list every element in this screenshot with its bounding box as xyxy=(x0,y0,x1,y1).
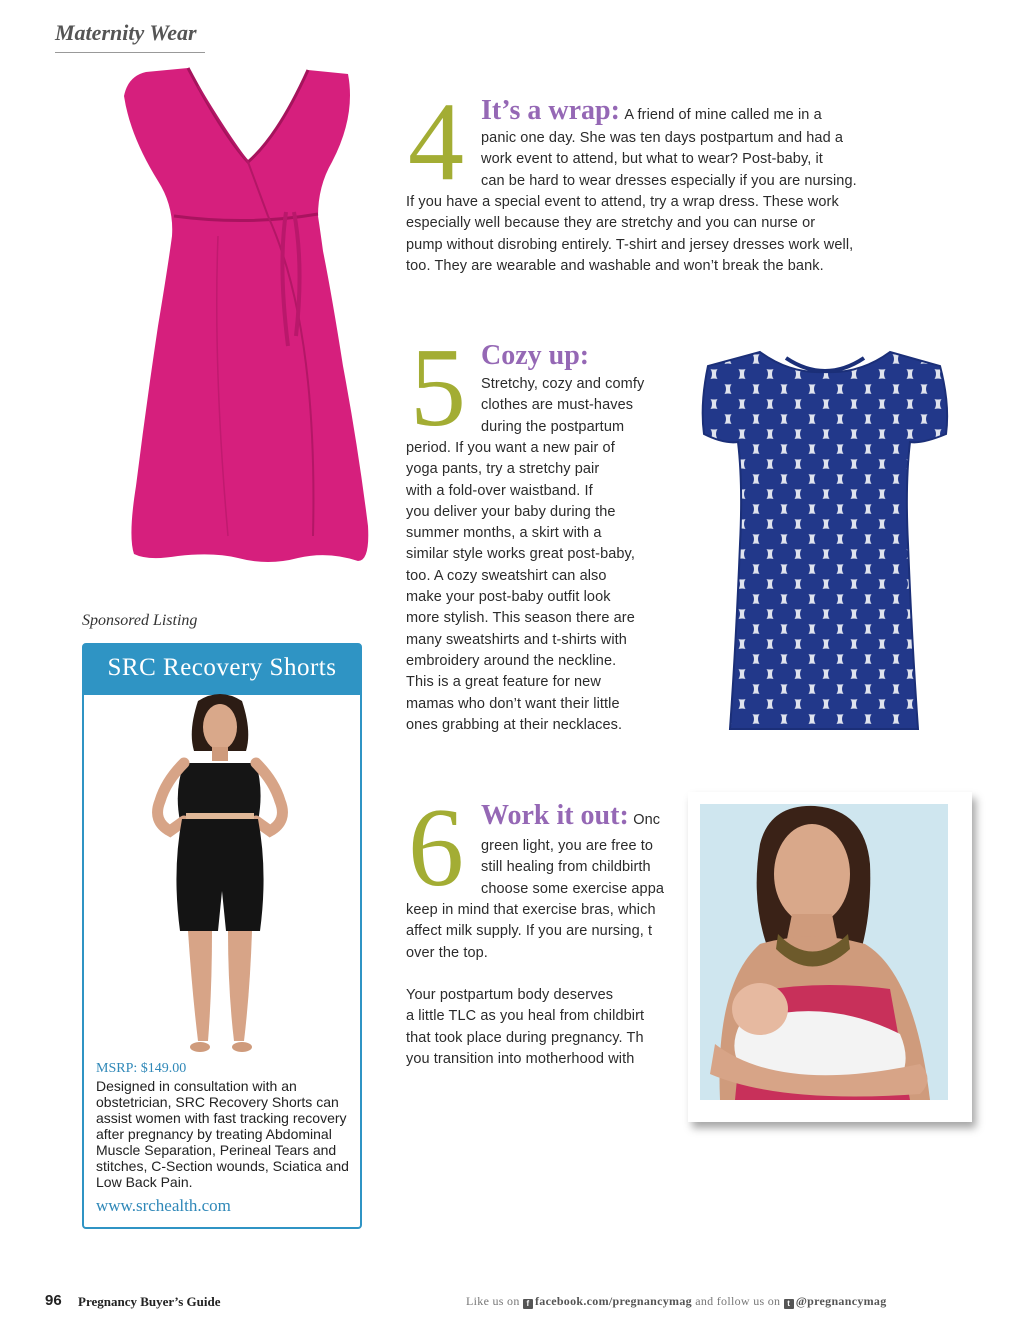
tip-4-lead: A friend of mine called me in a xyxy=(624,107,822,123)
like-text: Like us on xyxy=(466,1294,520,1308)
tip-4-indented-text xyxy=(481,128,857,192)
tip-number-4: 4 xyxy=(408,80,464,204)
text-line: work event to attend, but what to wear? Post-baby, it xyxy=(481,151,823,168)
text-line: embroidery around the neckline. xyxy=(406,652,617,669)
tip-number-5: 5 xyxy=(410,326,466,450)
text-line: mamas who don’t want their little xyxy=(406,695,620,712)
text-line: you deliver your baby during the xyxy=(406,503,616,520)
text-line: Stretchy, cozy and comfy xyxy=(481,376,645,392)
text-line: panic one day. She was ten days postpartum and had a xyxy=(481,130,844,146)
tip-4-first-line xyxy=(481,95,911,127)
tip-5-heading: Cozy up: xyxy=(481,340,590,371)
sponsored-listing-label: Sponsored Listing xyxy=(82,612,198,629)
nursing-mother-photo xyxy=(700,804,948,1100)
facebook-link[interactable]: facebook.com/pregnancymag xyxy=(534,1294,692,1308)
tip-5-indented-text xyxy=(481,374,644,438)
tip-6-body-text xyxy=(406,900,677,964)
tip-6-paragraph-2 xyxy=(406,985,677,1070)
section-title: Maternity Wear xyxy=(55,20,197,45)
text-line: over the top. xyxy=(406,944,488,961)
recovery-shorts-model-image xyxy=(140,691,300,1069)
tip-5-body-text xyxy=(406,438,635,736)
twitter-link[interactable]: @pregnancymag xyxy=(795,1294,887,1308)
text-line: make your post-baby outfit look xyxy=(406,589,611,606)
twitter-icon: t xyxy=(784,1299,794,1309)
publication-name: Pregnancy Buyer’s Guide xyxy=(78,1294,221,1309)
tip-6-first-line xyxy=(481,800,677,832)
text-line: too. They are wearable and washable and won’t break the bank. xyxy=(406,257,824,274)
tip-6-indented-text xyxy=(481,836,677,900)
text-line: This is a great feature for new xyxy=(406,674,601,691)
text-line: especially well because they are stretchy and you can nurse or xyxy=(406,215,816,232)
section-divider xyxy=(55,52,205,53)
text-line: a little TLC as you heal from childbirt xyxy=(406,1008,645,1025)
text-line: clothes are must-haves xyxy=(481,397,634,414)
tip-6-heading: Work it out: xyxy=(481,800,629,831)
text-line: Your postpartum body deserves xyxy=(406,987,614,1003)
text-line: keep in mind that exercise bras, which xyxy=(406,902,656,918)
ad-title: SRC Recovery Shorts xyxy=(84,645,360,695)
social-links xyxy=(466,1294,887,1309)
text-line: you transition into motherhood with xyxy=(406,1050,635,1067)
ad-description: Designed in consultation with an obstetrician, SRC Recovery Shorts can assist women with fast tracking recovery after pregnancy by treating Abdominal Muscle Separation, Perineal Tears and stitches, C-Section wounds, Sciatica and Low Back Pain. xyxy=(96,1078,349,1190)
text-line: too. A cozy sweatshirt can also xyxy=(406,567,607,584)
text-line: summer months, a skirt with a xyxy=(406,525,602,542)
ad-website-link[interactable]: www.srchealth.com xyxy=(96,1196,231,1215)
ad-price: MSRP: $149.00 xyxy=(96,1061,187,1076)
text-line: can be hard to wear dresses especially if you are nursing. xyxy=(481,172,857,189)
text-line: ones grabbing at their necklaces. xyxy=(406,716,623,733)
text-line: more stylish. This season there are xyxy=(406,610,635,627)
facebook-icon: f xyxy=(523,1299,533,1309)
text-line: yoga pants, try a stretchy pair xyxy=(406,461,600,478)
text-line: period. If you want a new pair of xyxy=(406,440,615,456)
text-line: If you have a special event to attend, try a wrap dress. These work xyxy=(406,194,839,210)
text-line: green light, you are free to xyxy=(481,838,654,854)
text-line: with a fold-over waistband. If xyxy=(406,482,593,499)
tip-4-heading: It’s a wrap: xyxy=(481,95,620,126)
tip-6-lead: Onc xyxy=(633,812,661,828)
tip-4-body-text xyxy=(406,192,853,277)
text-line: similar style works great post-baby, xyxy=(406,546,635,563)
text-line: pump without disrobing entirely. T-shirt and jersey dresses work well, xyxy=(406,236,854,253)
page-number: 96 xyxy=(45,1292,62,1309)
text-line: still healing from childbirth xyxy=(481,859,651,876)
blue-print-dress-image xyxy=(700,344,950,736)
tip-number-6: 6 xyxy=(408,786,464,910)
text-line: choose some exercise appa xyxy=(481,880,665,897)
text-line: affect milk supply. If you are nursing, t xyxy=(406,923,653,940)
text-line: many sweatshirts and t-shirts with xyxy=(406,631,627,648)
text-line: that took place during pregnancy. Th xyxy=(406,1029,644,1046)
text-line: during the postpartum xyxy=(481,418,625,435)
pink-wrap-dress-image xyxy=(118,66,374,576)
follow-text: and follow us on xyxy=(695,1294,781,1308)
